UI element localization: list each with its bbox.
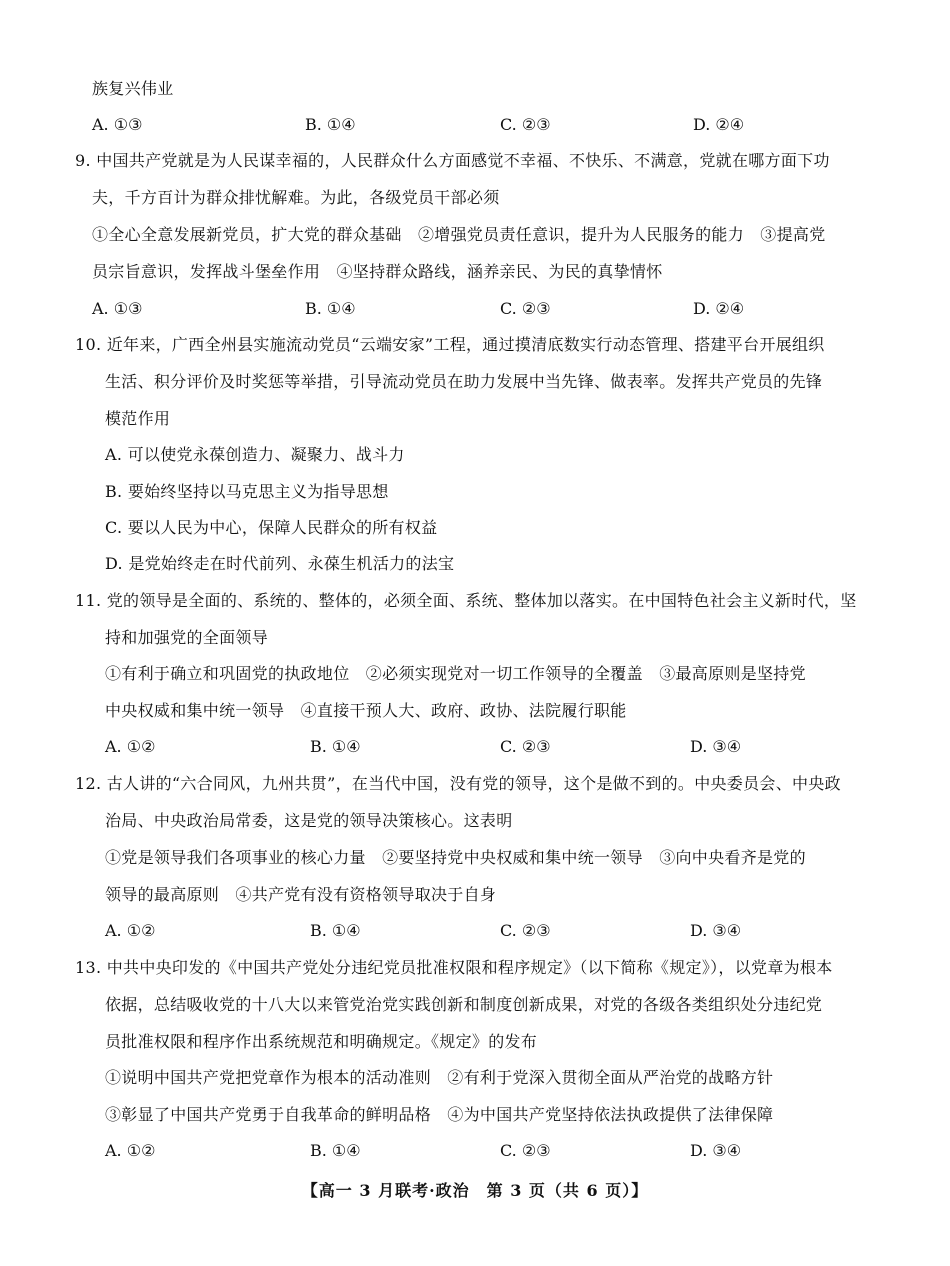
q13-stem-line: 依据，总结吸收党的十八大以来管党治党实践创新和制度创新成果，对党的各级各类组织处分违纪党 — [105, 995, 823, 1014]
q11-stem-line: 持和加强党的全面领导 — [105, 628, 269, 647]
q9-stem-line: 夫，千方百计为群众排忧解难。为此，各级党员干部必须 — [92, 188, 500, 207]
q13-option-c: C. ②③ — [500, 1141, 551, 1160]
q13-stem-line: 员批准权限和程序作出系统规范和明确规定。《规定》的发布 — [105, 1032, 538, 1051]
q12-option-b: B. ①④ — [310, 921, 361, 940]
q11-stem-line: 11. 党的领导是全面的、系统的、整体的，必须全面、系统、整体加以落实。在中国特色社会主义新时代，坚 — [75, 591, 857, 610]
q12-option-c: C. ②③ — [500, 921, 551, 940]
q11-option-c: C. ②③ — [500, 737, 551, 756]
q12-stem-line: 12. 古人讲的“六合同风，九州共贯”，在当代中国，没有党的领导，这个是做不到的。中央委员会、中央政 — [75, 774, 841, 793]
q13-statements-line: ①说明中国共产党把党章作为根本的活动准则 ②有利于党深入贯彻全面从严治党的战略方针 — [105, 1068, 774, 1087]
q13-statements-line: ③彰显了中国共产党勇于自我革命的鲜明品格 ④为中国共产党坚持依法执政提供了法律保障 — [105, 1105, 774, 1124]
q9-stem-line: 9. 中国共产党就是为人民谋幸福的，人民群众什么方面感觉不幸福、不快乐、不满意，党就在哪方面下功 — [75, 151, 830, 170]
page-footer: 【高一 3 月联考·政治 第 3 页（共 6 页）】 — [301, 1181, 649, 1200]
q9-option-c: C. ②③ — [500, 299, 551, 318]
q10-choice-d: D. 是党始终走在时代前列、永葆生机活力的法宝 — [105, 554, 455, 573]
q10-choice-c: C. 要以人民为中心，保障人民群众的所有权益 — [105, 518, 438, 537]
q12-statements-line: 领导的最高原则 ④共产党有没有资格领导取决于自身 — [105, 885, 497, 904]
q13-option-b: B. ①④ — [310, 1141, 361, 1160]
q12-option-a: A. ①② — [105, 921, 156, 940]
q10-stem-line: 生活、积分评价及时奖惩等举措，引导流动党员在助力发展中当先锋、做表率。发挥共产党员的先锋 — [105, 372, 823, 391]
q8-tail: 族复兴伟业 — [92, 79, 174, 98]
q9-option-a: A. ①③ — [92, 299, 143, 318]
q12-option-d: D. ③④ — [690, 921, 742, 940]
q11-statements-line: ①有利于确立和巩固党的执政地位 ②必须实现党对一切工作领导的全覆盖 ③最高原则是坚持党 — [105, 664, 806, 683]
q12-statements-line: ①党是领导我们各项事业的核心力量 ②要坚持党中央权威和集中统一领导 ③向中央看齐是党的 — [105, 848, 806, 867]
q10-choice-b: B. 要始终坚持以马克思主义为指导思想 — [105, 482, 389, 501]
q9-option-b: B. ①④ — [305, 299, 356, 318]
q11-option-b: B. ①④ — [310, 737, 361, 756]
q13-option-a: A. ①② — [105, 1141, 156, 1160]
q11-option-a: A. ①② — [105, 737, 156, 756]
q9-statements-line: ①全心全意发展新党员，扩大党的群众基础 ②增强党员责任意识，提升为人民服务的能力 ③提高党 — [92, 225, 826, 244]
q10-stem-line: 模范作用 — [105, 409, 171, 428]
q9-option-d: D. ②④ — [693, 299, 745, 318]
q13-stem-line: 13. 中共中央印发的《中国共产党处分违纪党员批准权限和程序规定》（以下简称《规定》），以党章为根本 — [75, 958, 833, 977]
q8-option-d: D. ②④ — [693, 115, 745, 134]
q12-stem-line: 治局、中央政治局常委，这是党的领导决策核心。这表明 — [105, 811, 513, 830]
q8-option-b: B. ①④ — [305, 115, 356, 134]
q8-option-a: A. ①③ — [92, 115, 143, 134]
q13-option-d: D. ③④ — [690, 1141, 742, 1160]
q8-option-c: C. ②③ — [500, 115, 551, 134]
q11-statements-line: 中央权威和集中统一领导 ④直接干预人大、政府、政协、法院履行职能 — [105, 701, 627, 720]
q10-stem-line: 10. 近年来，广西全州县实施流动党员“云端安家”工程，通过摸清底数实行动态管理、搭建平台开展组织 — [75, 335, 825, 354]
q9-statements-line: 员宗旨意识，发挥战斗堡垒作用 ④坚持群众路线，涵养亲民、为民的真挚情怀 — [92, 262, 663, 281]
q10-choice-a: A. 可以使党永葆创造力、凝聚力、战斗力 — [105, 445, 405, 464]
q11-option-d: D. ③④ — [690, 737, 742, 756]
